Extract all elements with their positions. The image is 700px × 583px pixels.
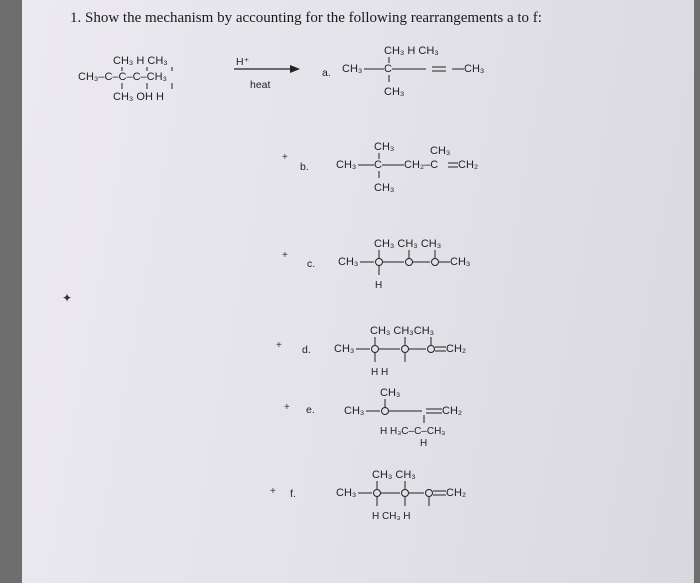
- product-c-top: CH₃ CH₃ CH₃: [374, 238, 442, 250]
- product-b-chain: CH₂–C: [404, 159, 439, 171]
- product-d-end: CH₂: [446, 343, 467, 355]
- product-a-bottom: CH₃: [384, 86, 405, 98]
- product-c-end-methyl: CH₃: [450, 256, 471, 268]
- product-c-structure: [336, 235, 506, 295]
- reagent-label: H⁺: [236, 56, 250, 68]
- bullet-d: +: [276, 340, 282, 351]
- product-d-top: CH₃ CH₃CH₃: [370, 325, 435, 337]
- reactant-main-chain: CH₃–C–C–C–CH₃: [78, 71, 168, 83]
- product-b-top2: CH₃: [430, 145, 451, 157]
- product-f-left-methyl: CH₃: [336, 487, 357, 499]
- reaction-arrow: [232, 64, 302, 74]
- heat-label: heat: [250, 79, 271, 91]
- reactant-structure: [75, 50, 245, 110]
- product-e-structure: [342, 384, 502, 454]
- bullet-c: +: [282, 250, 288, 261]
- product-f-end: CH₂: [446, 487, 467, 499]
- product-d-structure: [332, 322, 502, 382]
- product-b-top: CH₃: [374, 141, 395, 153]
- bullet-e: +: [284, 402, 290, 413]
- question-text: 1. Show the mechanism by accounting for the following rearrangements a to f:: [70, 10, 542, 26]
- product-b-left-methyl: CH₃: [336, 159, 357, 171]
- product-c-left-methyl: CH₃: [338, 256, 359, 268]
- product-b-structure: [334, 138, 514, 200]
- product-d-bottom: H H: [371, 367, 389, 378]
- bullet-f: +: [270, 486, 276, 497]
- product-f-label: f.: [290, 488, 296, 500]
- product-a-center-carbon: C: [384, 63, 392, 75]
- product-b-center-carbon: C: [374, 159, 382, 171]
- product-f-bottom: H CH₃ H: [372, 511, 411, 522]
- product-f-structure: [334, 466, 504, 528]
- product-e-left-methyl: CH₃: [344, 405, 365, 417]
- bullet-b: +: [282, 152, 288, 163]
- product-d-label: d.: [302, 344, 311, 356]
- product-b-label: b.: [300, 161, 309, 173]
- product-e-end: CH₂: [442, 405, 463, 417]
- product-e-label: e.: [306, 404, 315, 416]
- product-b-end: CH₂: [458, 159, 479, 171]
- product-f-top: CH₃ CH₃: [372, 469, 416, 481]
- product-c-bottom: H: [375, 280, 383, 291]
- product-d-left-methyl: CH₃: [334, 343, 355, 355]
- product-a-left-methyl: CH₃: [342, 63, 363, 75]
- product-a-label: a.: [322, 67, 331, 79]
- product-e-substituent-h: H: [420, 438, 428, 449]
- reactant-bottom-groups: CH₃ OH H: [113, 91, 164, 103]
- pencil-mark-icon: ✦: [62, 291, 73, 305]
- product-a-end-methyl: CH₃: [464, 63, 485, 75]
- product-e-substituent: H H₃C–C–CH₃: [380, 426, 446, 437]
- reactant-top-groups: CH₃ H CH₃: [113, 55, 168, 67]
- product-a-structure: [340, 42, 510, 104]
- product-a-top: CH₃ H CH₃: [384, 45, 439, 57]
- product-b-bottom: CH₃: [374, 182, 395, 194]
- product-c-label: c.: [307, 258, 316, 270]
- product-e-top: CH₃: [380, 387, 401, 399]
